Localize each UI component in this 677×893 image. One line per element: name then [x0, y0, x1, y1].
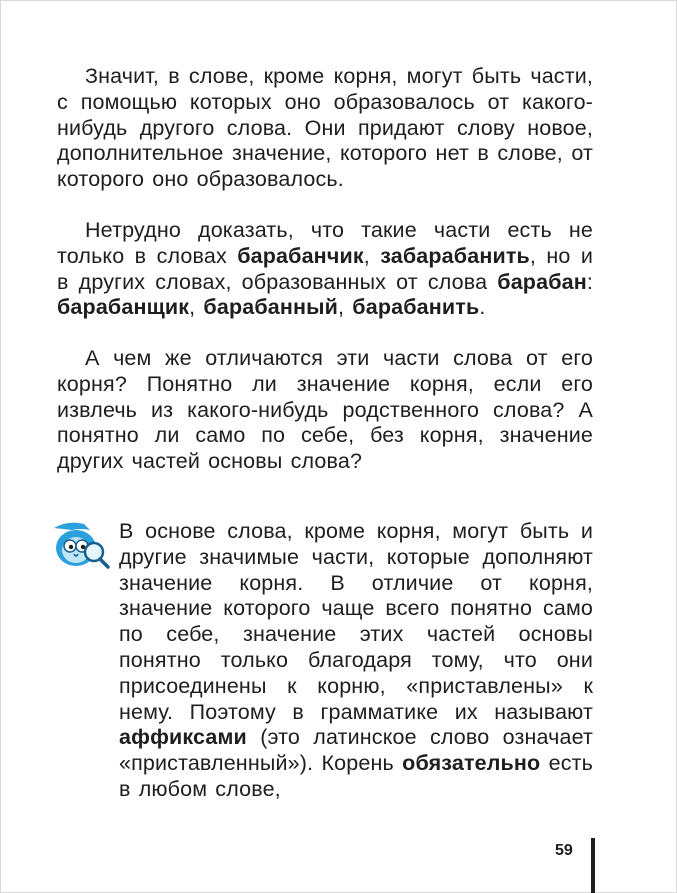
term: обязательно: [402, 751, 541, 776]
paragraph-2-text: :: [586, 269, 593, 294]
paragraph-2-text: , но и в других словах, образованных от слова: [57, 243, 593, 294]
rule-text: В основе слова, кроме корня, могут быть и другие значимые части, которые дополняют значение корня. В отличие от корня, значение которого чаще всего понятно само по себе, значение этих частей основы понятно только благодаря тому, что они присоединены к корню, «приставлены» к нему. Поэтому в грамматике их называют: [119, 519, 593, 724]
page-number-bar: [591, 838, 595, 893]
paragraph-3: [57, 346, 593, 475]
magnifier-owl-icon: [50, 518, 112, 570]
example-word: забарабанить: [380, 243, 530, 268]
paragraph-2-text: ,: [338, 295, 353, 320]
paragraph-1-text: Значит, в слове, кроме корня, могут быть части, с помощью которых оно образовалось от какого-нибудь другого слова. Они придают слову новое, дополнительное значение, которого нет в слове, от которого оно образовалось.: [57, 64, 593, 192]
example-word: барабанщик: [57, 295, 190, 320]
paragraph-2-text: Нетрудно доказать, что такие части есть не только в словах: [57, 218, 593, 268]
rule-text: есть в любом слове,: [119, 751, 593, 801]
example-word: барабанить: [352, 295, 480, 320]
paragraph-2-text: ,: [189, 295, 204, 320]
page-number: 59: [555, 842, 573, 859]
example-word: барабан: [497, 269, 587, 294]
example-word: барабанчик: [237, 243, 364, 268]
rule-paragraph: [119, 519, 593, 803]
owl-pupil-left: [69, 545, 73, 549]
paragraph-3-text: А чем же отличаются эти части слова от его корня? Понятно ли значение корня, если его извлечь из какого-нибудь родственного слова? А понятно ли само по себе, без корня, значение других частей основы слова?: [57, 346, 593, 474]
paragraph-2-text: .: [479, 295, 486, 320]
hat-brim: [54, 523, 90, 530]
magnifier-owl-graphic: [50, 518, 112, 570]
term: аффиксами: [119, 725, 247, 750]
paragraph-2: [57, 218, 593, 321]
example-word: барабанный: [203, 295, 339, 320]
rule-text: (это латинское слово означает «приставленный»). Корень: [119, 725, 593, 776]
paragraph-1: [57, 64, 593, 193]
paragraph-2-text: ,: [363, 243, 381, 268]
magnifier-handle: [100, 559, 108, 567]
